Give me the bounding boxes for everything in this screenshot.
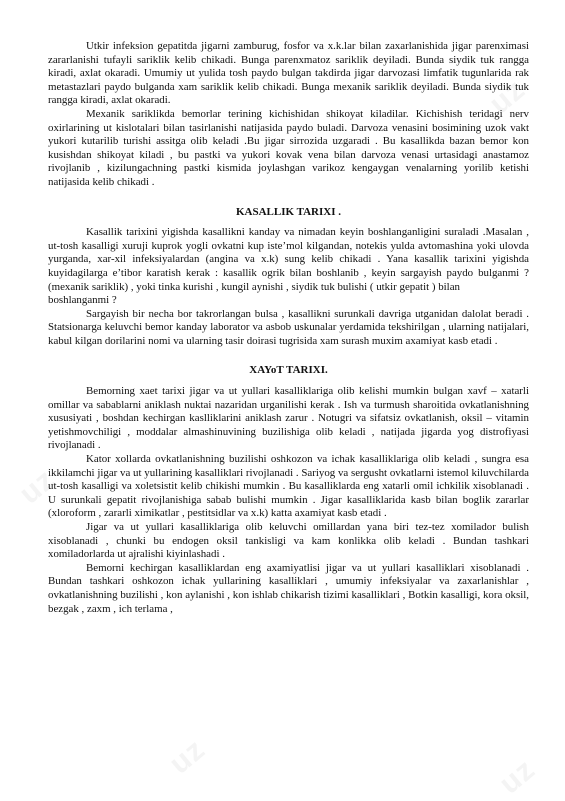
paragraph: Kator xollarda ovkatlanishning buzilishi oshkozon va ichak kasalliklariga olib keladi , sungra esa ikkilamchi jigar va ut yullarining kasalliklari rivojlanadi . Sariyog va sergusht ovkatlarni istemol kiluvchilarda ut-tosh kasalligi va xoletsistit kelib chikishi mumkin . Bu kasalliklarda eng xatarli omil ichkilik xisoblanadi . U surunkali gepatit rivojlanishiga sabab bulishi mumkin . Jigar kasalliklarida kasb bilan boglik zararlar (xloroform , zararli ximikatlar , pestitsidlar va x.k) katta axamiyat kasb etadi . — [48, 453, 529, 520]
paragraph: boshlanganmi ? — [48, 294, 117, 307]
paragraph: Utkir infeksion gepatitda jigarni zamburug, fosfor va x.k.lar bilan zaxarlanishida jigar parenximasi zararlanishi tufayli sariklik kelib chikadi. Bunga parenxmatoz sariklik deyiladi. Bunda siydik tuk rangga kiradi, axlat okaradi. Umumiy ut yulida tosh paydo bulgan takdirda jigar darvozasi limfatik tugunlarida rak metastazlari paydo bulganda xam sariklik kelib chikadi. Bunga mexanik sariklik deyiladi. Bunda siydik tuk rangga kiradi, axlat okaradi. — [48, 40, 529, 107]
paragraph: Bemorni kechirgan kasalliklardan eng axamiyatlisi jigar va ut yullari kasalliklari xisoblanadi . Bundan tashkari oshkozon ichak yullarining kasalliklari , umumiy infeksiyalar va zaxarlanishlar , ovkatlanishning buzilishi , kon aylanishi , kon ishlab chikarish tizimi kasalliklari , Botkin kasalligi, kora oksil, bezgak , zaxm , ich terlama , — [48, 561, 529, 615]
paragraph: Sargayish bir necha bor takrorlangan bulsa , kasallikni surunkali davriga utganidan dalolat beradi . Statsionarga keluvchi bemor kanday laborator va asbob uskunalar yerdamida tekshirilgan , ularning natijalari, kabul kilgan dorilarini nomi va ularning tasir doirasi tugrisida xam surash muxim axamiyat kasb etadi . — [48, 307, 529, 347]
document-page — [48, 40, 529, 616]
paragraph: Bemorning xaet tarixi jigar va ut yullari kasalliklariga olib kelishi mumkin bulgan xavf – xatarli omillar va sabablarni aniklash nuktai nazaridan urganilishi kerak . Ish va turmush sharoitida ovkatlanishning xususiyati , boshdan kechirgan kaslliklarini aniklash zarur . Notugri va sifatsiz ovkatlanish, oksil – vitamin yetishmovchiligi , moddalar almashinuvining buzilishiga olib keladi , natijada jigarda yog distrofiyasi rivojlanadi . — [48, 385, 529, 452]
watermark: uz — [483, 72, 532, 121]
paragraph: Mexanik sariklikda bemorlar terining kichishidan shikoyat kiladilar. Kichishish teridagi nerv oxirlarining ut kislotalari bilan tasirlanishi natijasida paydo buladi. Darvoza venasini bosimining uzok vakt yukori kutarilib turishi assitga olib keladi .Bu jigar sirrozida uzgaradi . Bu kasallikda bazan bemor kon kusishdan shikoyat kiladi , bu pastki va yukori kovak vena bilan darvoza venasi urtasidagi anastamoz rivojlanib , kizilungachning pastki kismida joylashgan varikoz kengaygan venalarning yorilib ketishi natijasida kelib chikadi . — [48, 107, 529, 188]
section-heading-kasallik-tarixi: KASALLIK TARIXI . — [235, 205, 342, 218]
paragraph: Kasallik tarixini yigishda kasallikni kanday va nimadan keyin boshlanganligini suraladi .Masalan , ut-tosh kasalligi xuruji kuprok yogli ovkatni kup iste’mol kilgandan, notekis yulda avtomashina yoki ulovda yurganda, xar-xil infeksiyalardan (angina va x.k) sung kelib chikadi . Yana kasallik tarixini yigishda kuyidagilarga e’tibor karatish kerak : kasallik ogrik bilan boshlanib , keyin sargayish paydo bulganmi ? (mexanik sariklik) , yoki tinka kurishi , kungil aynishi , siydik tuk bulishi ( utkir gepatit ) bilan — [48, 226, 529, 293]
watermark: uz — [493, 752, 542, 801]
watermark: uz — [163, 732, 212, 781]
watermark: uz — [13, 462, 62, 511]
paragraph: Jigar va ut yullari kasalliklariga olib keluvchi omillardan yana biri tez-tez xomilador bulish xisoblanadi , chunki bu endogen oksil tankisligi va kam konlikka olib keladi . Bundan tashkari xomiladorlarda ut ajralishi kiyinlashadi . — [48, 521, 529, 561]
section-heading-xayot-tarixi: XAYoT TARIXI. — [249, 364, 328, 377]
